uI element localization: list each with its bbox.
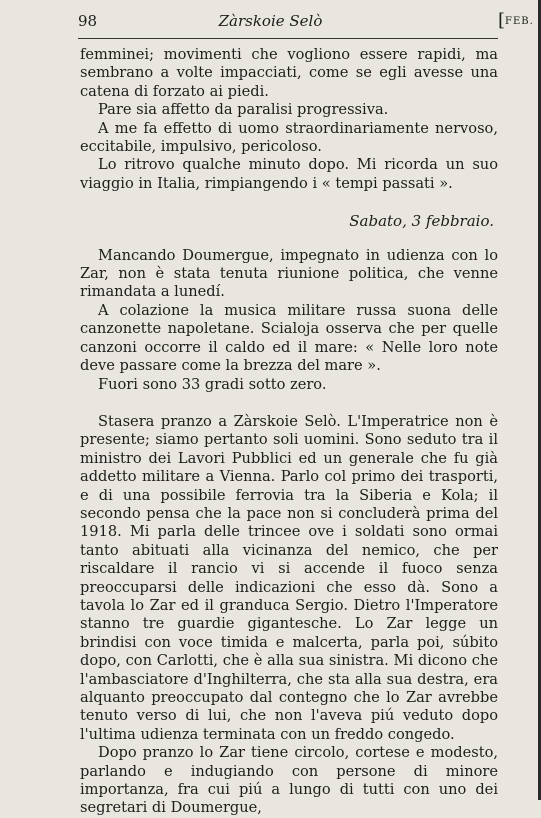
section-gap — [80, 394, 498, 413]
paragraph: Stasera pranzo a Zàrskoie Selò. L'Imperatrice non è presente; siamo pertanto soli uomini. Sono seduto tra il ministro dei Lavori Pubblici ed un generale che fu già addetto militare a Vienna. Parlo col primo dei trasporti, e di una possibile ferrovia tra la Siberia e Kola; il secondo pensa che la pace non si concluderà prima del 1918. Mi parla delle trincee ove i soldati sono ormai tanto abituati alla vicinanza del nemico, che per riscaldare il rancio vi si accende il fuoco senza preoccuparsi delle indicazioni che esso dà. Sono a tavola lo Zar ed il granduca Sergio. Dietro l'Imperatore stanno tre guardie gigantesche. Lo Zar legge un brindisi con voce timida e malcerta, parla poi, súbito dopo, con Carlotti, che è alla sua sinistra. Mi dicono che l'ambasciatore d'Inghilterra, che sta alla sua destra, era alquanto preoccupato dal contegno che lo Zar avrebbe tenuto verso di lui, che non l'aveva piú veduto dopo l'ultima udienza terminata con un freddo congedo. — [80, 412, 498, 743]
side-bracket: [ — [498, 10, 506, 31]
header-rule — [78, 38, 498, 39]
paragraph: A colazione la musica militare russa suona delle canzonette napoletane. Scialoja osserva che per quelle canzoni occorre il caldo ed il mare: « Nelle loro note deve passare come la brezza del mare ». — [80, 301, 498, 375]
page-number: 98 — [78, 12, 98, 30]
paragraph: A me fa effetto di uomo straordinariamente nervoso, eccitabile, impulsivo, pericoloso. — [80, 119, 498, 156]
date-heading: Sabato, 3 febbraio. — [349, 212, 494, 231]
paragraph: Mancando Doumergue, impegnato in udienza con lo Zar, non è stata tenuta riunione politica, che venne rimandata a lunedí. — [80, 246, 498, 301]
side-label: FEB. — [505, 16, 534, 27]
paragraph: Dopo pranzo lo Zar tiene circolo, cortese e modesto, parlando e indugiando con persone di minore importanza, fra cui piú a lungo di tutti con uno dei segretari di Doumergue, — [80, 744, 498, 817]
body-text — [80, 46, 498, 818]
paragraph: Fuori sono 33 gradi sotto zero. — [98, 375, 327, 393]
paragraph: Lo ritrovo qualche minuto dopo. Mi ricorda un suo viaggio in Italia, rimpiangendo i « tempi passati ». — [80, 156, 498, 192]
paragraph: Pare sia affetto da paralisi progressiva. — [98, 101, 389, 119]
paragraph: femminei; movimenti che vogliono essere rapidi, ma sembrano a volte impacciati, come se egli avesse una catena di forzato ai piedi. — [80, 46, 498, 100]
running-title: Zàrskoie Selò — [218, 12, 323, 30]
